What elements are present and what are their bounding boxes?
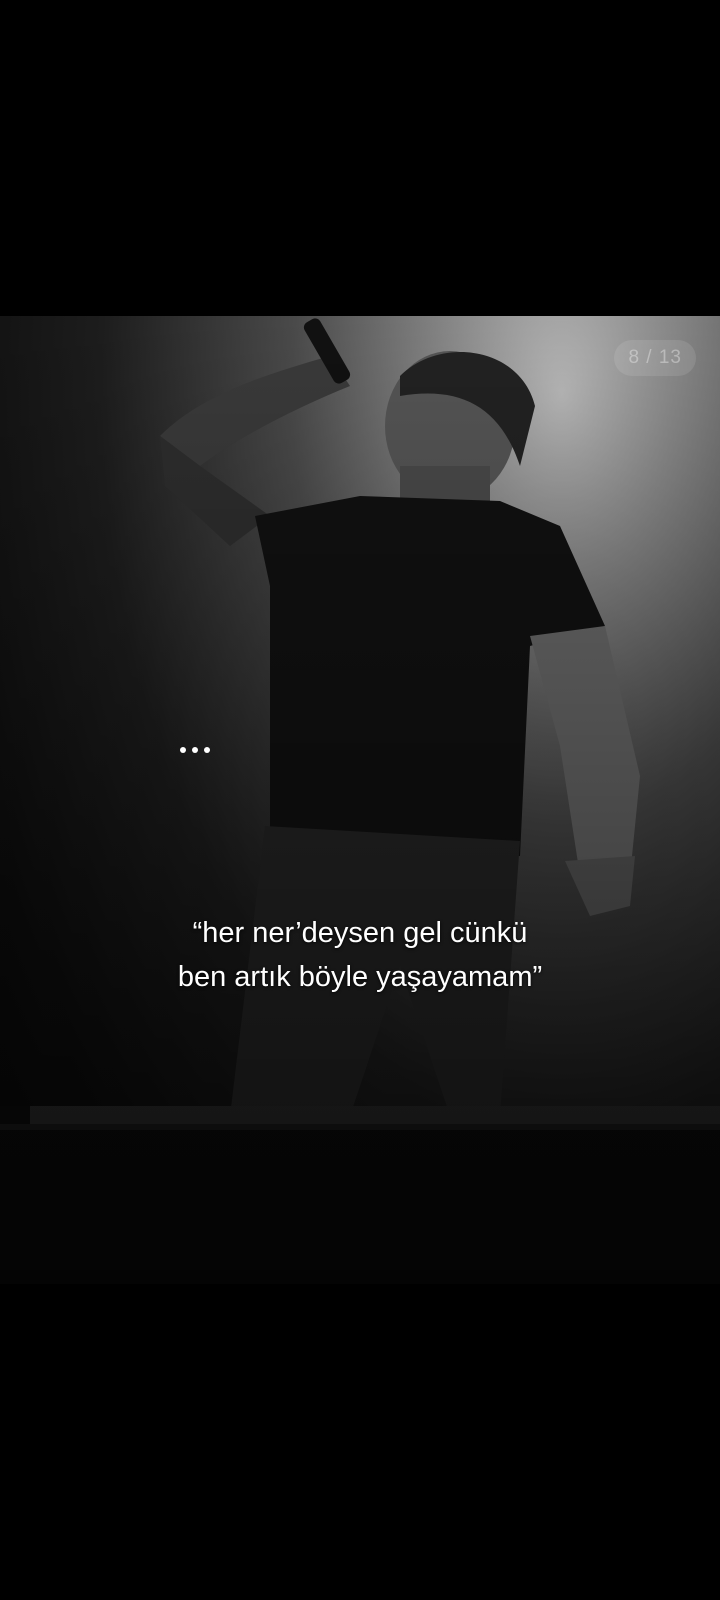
more-horizontal-icon[interactable] [180, 744, 210, 756]
caption-line-1: “her ner’deysen gel cünkü [192, 917, 528, 949]
concert-photo [0, 316, 720, 1284]
caption-line-2: ben artık böyle yaşayamam” [177, 961, 543, 993]
slide-counter: 8 / 13 [614, 340, 696, 376]
dot [204, 747, 210, 753]
dot [192, 747, 198, 753]
post-image[interactable] [0, 316, 720, 1284]
quote-caption [0, 911, 720, 999]
dot [180, 747, 186, 753]
